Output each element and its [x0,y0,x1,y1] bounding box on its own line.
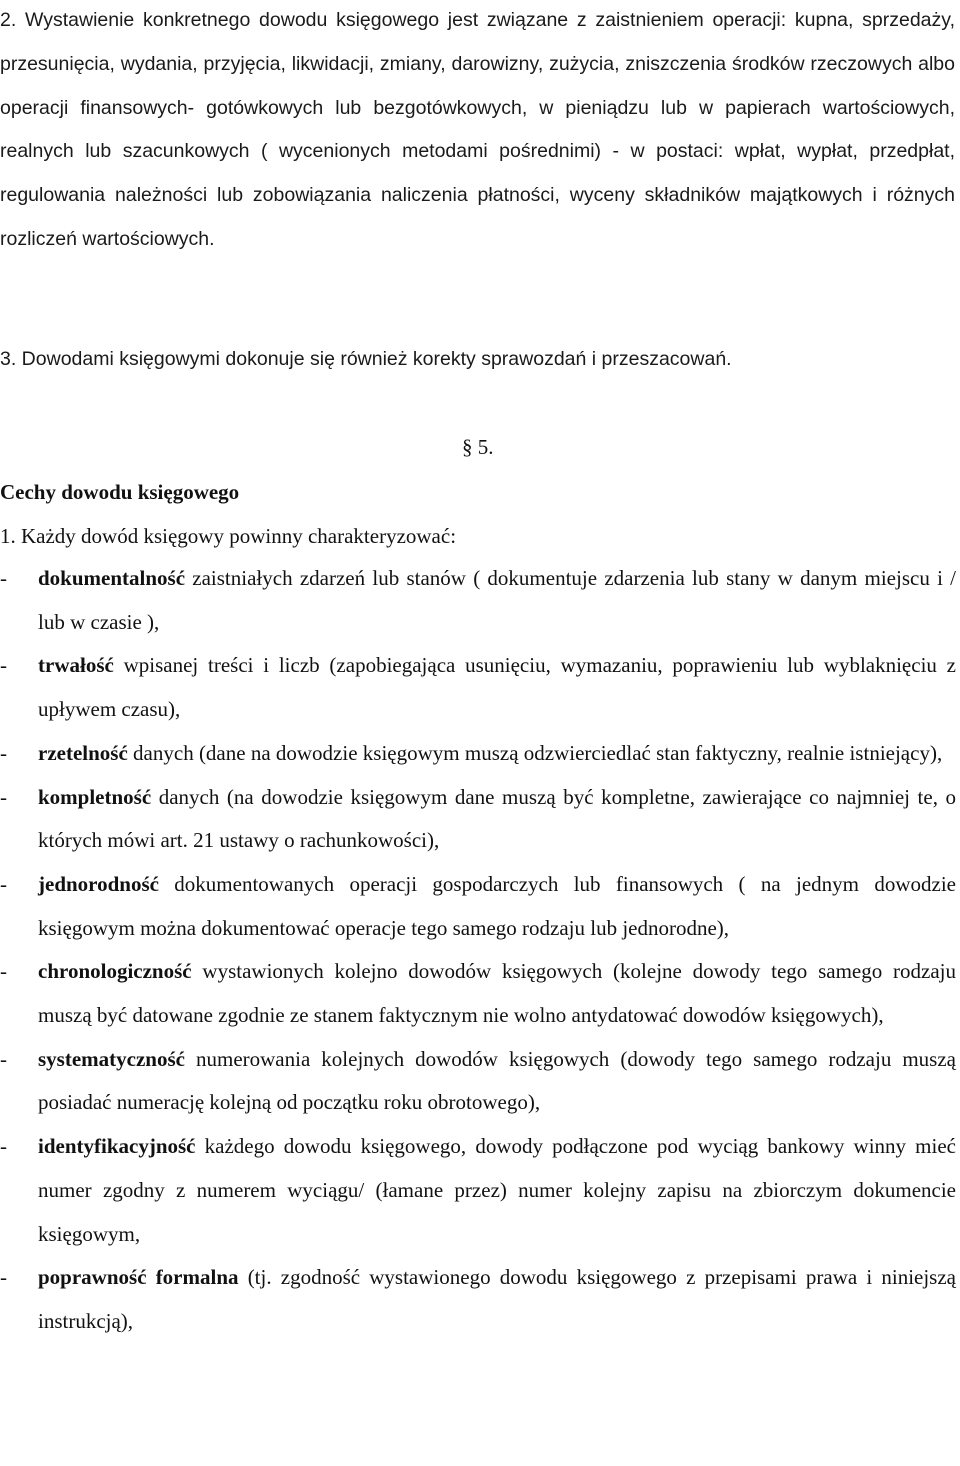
feature-description: każdego dowodu księgowego, dowody podłączone pod wyciąg bankowy winny mieć numer zgodny z numerem wyciągu/ (łamane przez) numer kolejny zapisu na zbiorczym dokumencie księgowym, [38,1134,956,1246]
list-dash: - [0,1046,7,1071]
paragraph-3: 3. Dowodami księgowymi dokonuje się również korekty sprawozdań i przeszacowań. [0,348,732,370]
list-item [0,1038,956,1125]
list-dash: - [0,740,7,765]
list-item [0,1256,956,1343]
feature-description: zaistniałych zdarzeń lub stanów ( dokumentuje zdarzenia lub stany w danym miejscu i / lub w czasie ), [38,566,956,634]
feature-description: danych (na dowodzie księgowym dane muszą być kompletne, zawierające co najmniej te, o których mówi art. 21 ustawy o rachunkowości), [38,784,956,853]
list-item [0,776,956,863]
feature-term: poprawność formalna [38,1265,239,1290]
feature-description: danych (dane na dowodzie księgowym muszą odzwierciedlać stan faktyczny, realnie istniejący), [127,740,943,765]
list-dash: - [0,784,7,809]
features-list [0,557,956,1344]
feature-description: wpisanej treści i liczb (zapobiegająca usunięciu, wymazaniu, poprawieniu lub wyblaknięciu z upływem czasu), [38,653,956,722]
list-dash: - [0,959,7,984]
list-item [0,557,956,644]
feature-term: identyfikacyjność [38,1134,196,1159]
section-title: Cechy dowodu księgowego [0,480,240,504]
feature-description: (tj. zgodność wystawionego dowodu księgowego z przepisami prawa i niniejszą instrukcją), [38,1265,956,1333]
feature-term: trwałość [38,653,114,678]
feature-term: jednorodność [38,871,159,896]
list-dash: - [0,653,7,678]
list-dash: - [0,1134,7,1159]
feature-term: dokumentalność [38,566,186,590]
feature-term: systematyczność [38,1046,185,1071]
list-item [0,863,956,950]
paragraph-2: 2. Wystawienie konkretnego dowodu księgowego jest związane z zaistnieniem operacji: kupna, sprzedaży, przesunięcia, wydania, przyjęcia, likwidacji, zmiany, darowizny, zużycia, zniszczenia środków rzeczowych albo operacji finansowych- gotówkowych lub bezgotówkowych, w pieniądzu lub w papierach wartościowych, realnych lub szacunkowych ( wycenionych metodami pośrednimi) - w postaci: wpłat, wypłat, przedpłat, regulowania należności lub zobowiązania naliczenia płatności, wyceny składników majątkowych i różnych rozliczeń wartościowych. [0,9,955,250]
feature-description: dokumentowanych operacji gospodarczych lub finansowych ( na jednym dowodzie księgowym można dokumentować operacje tego samego rodzaju lub jednorodne), [38,871,956,940]
list-item [0,1125,956,1256]
list-dash: - [0,1265,7,1290]
feature-term: kompletność [38,784,152,809]
section-number: § 5. [462,435,494,459]
feature-term: chronologiczność [38,959,192,984]
feature-term: rzetelność [38,740,128,765]
feature-description: wystawionych kolejno dowodów księgowych (kolejne dowody tego samego rodzaju muszą być datowane zgodnie ze stanem faktycznym nie wolno antydatować dowodów księgowych), [38,959,956,1028]
feature-description: numerowania kolejnych dowodów księgowych (dowody tego samego rodzaju muszą posiadać numerację kolejną od początku roku obrotowego), [38,1046,956,1115]
list-item [0,732,956,776]
list-item [0,644,956,731]
list-dash: - [0,566,7,590]
intro-paragraph: 1. Każdy dowód księgowy powinny charakteryzować: [0,524,457,548]
list-dash: - [0,871,7,896]
list-item [0,950,956,1037]
